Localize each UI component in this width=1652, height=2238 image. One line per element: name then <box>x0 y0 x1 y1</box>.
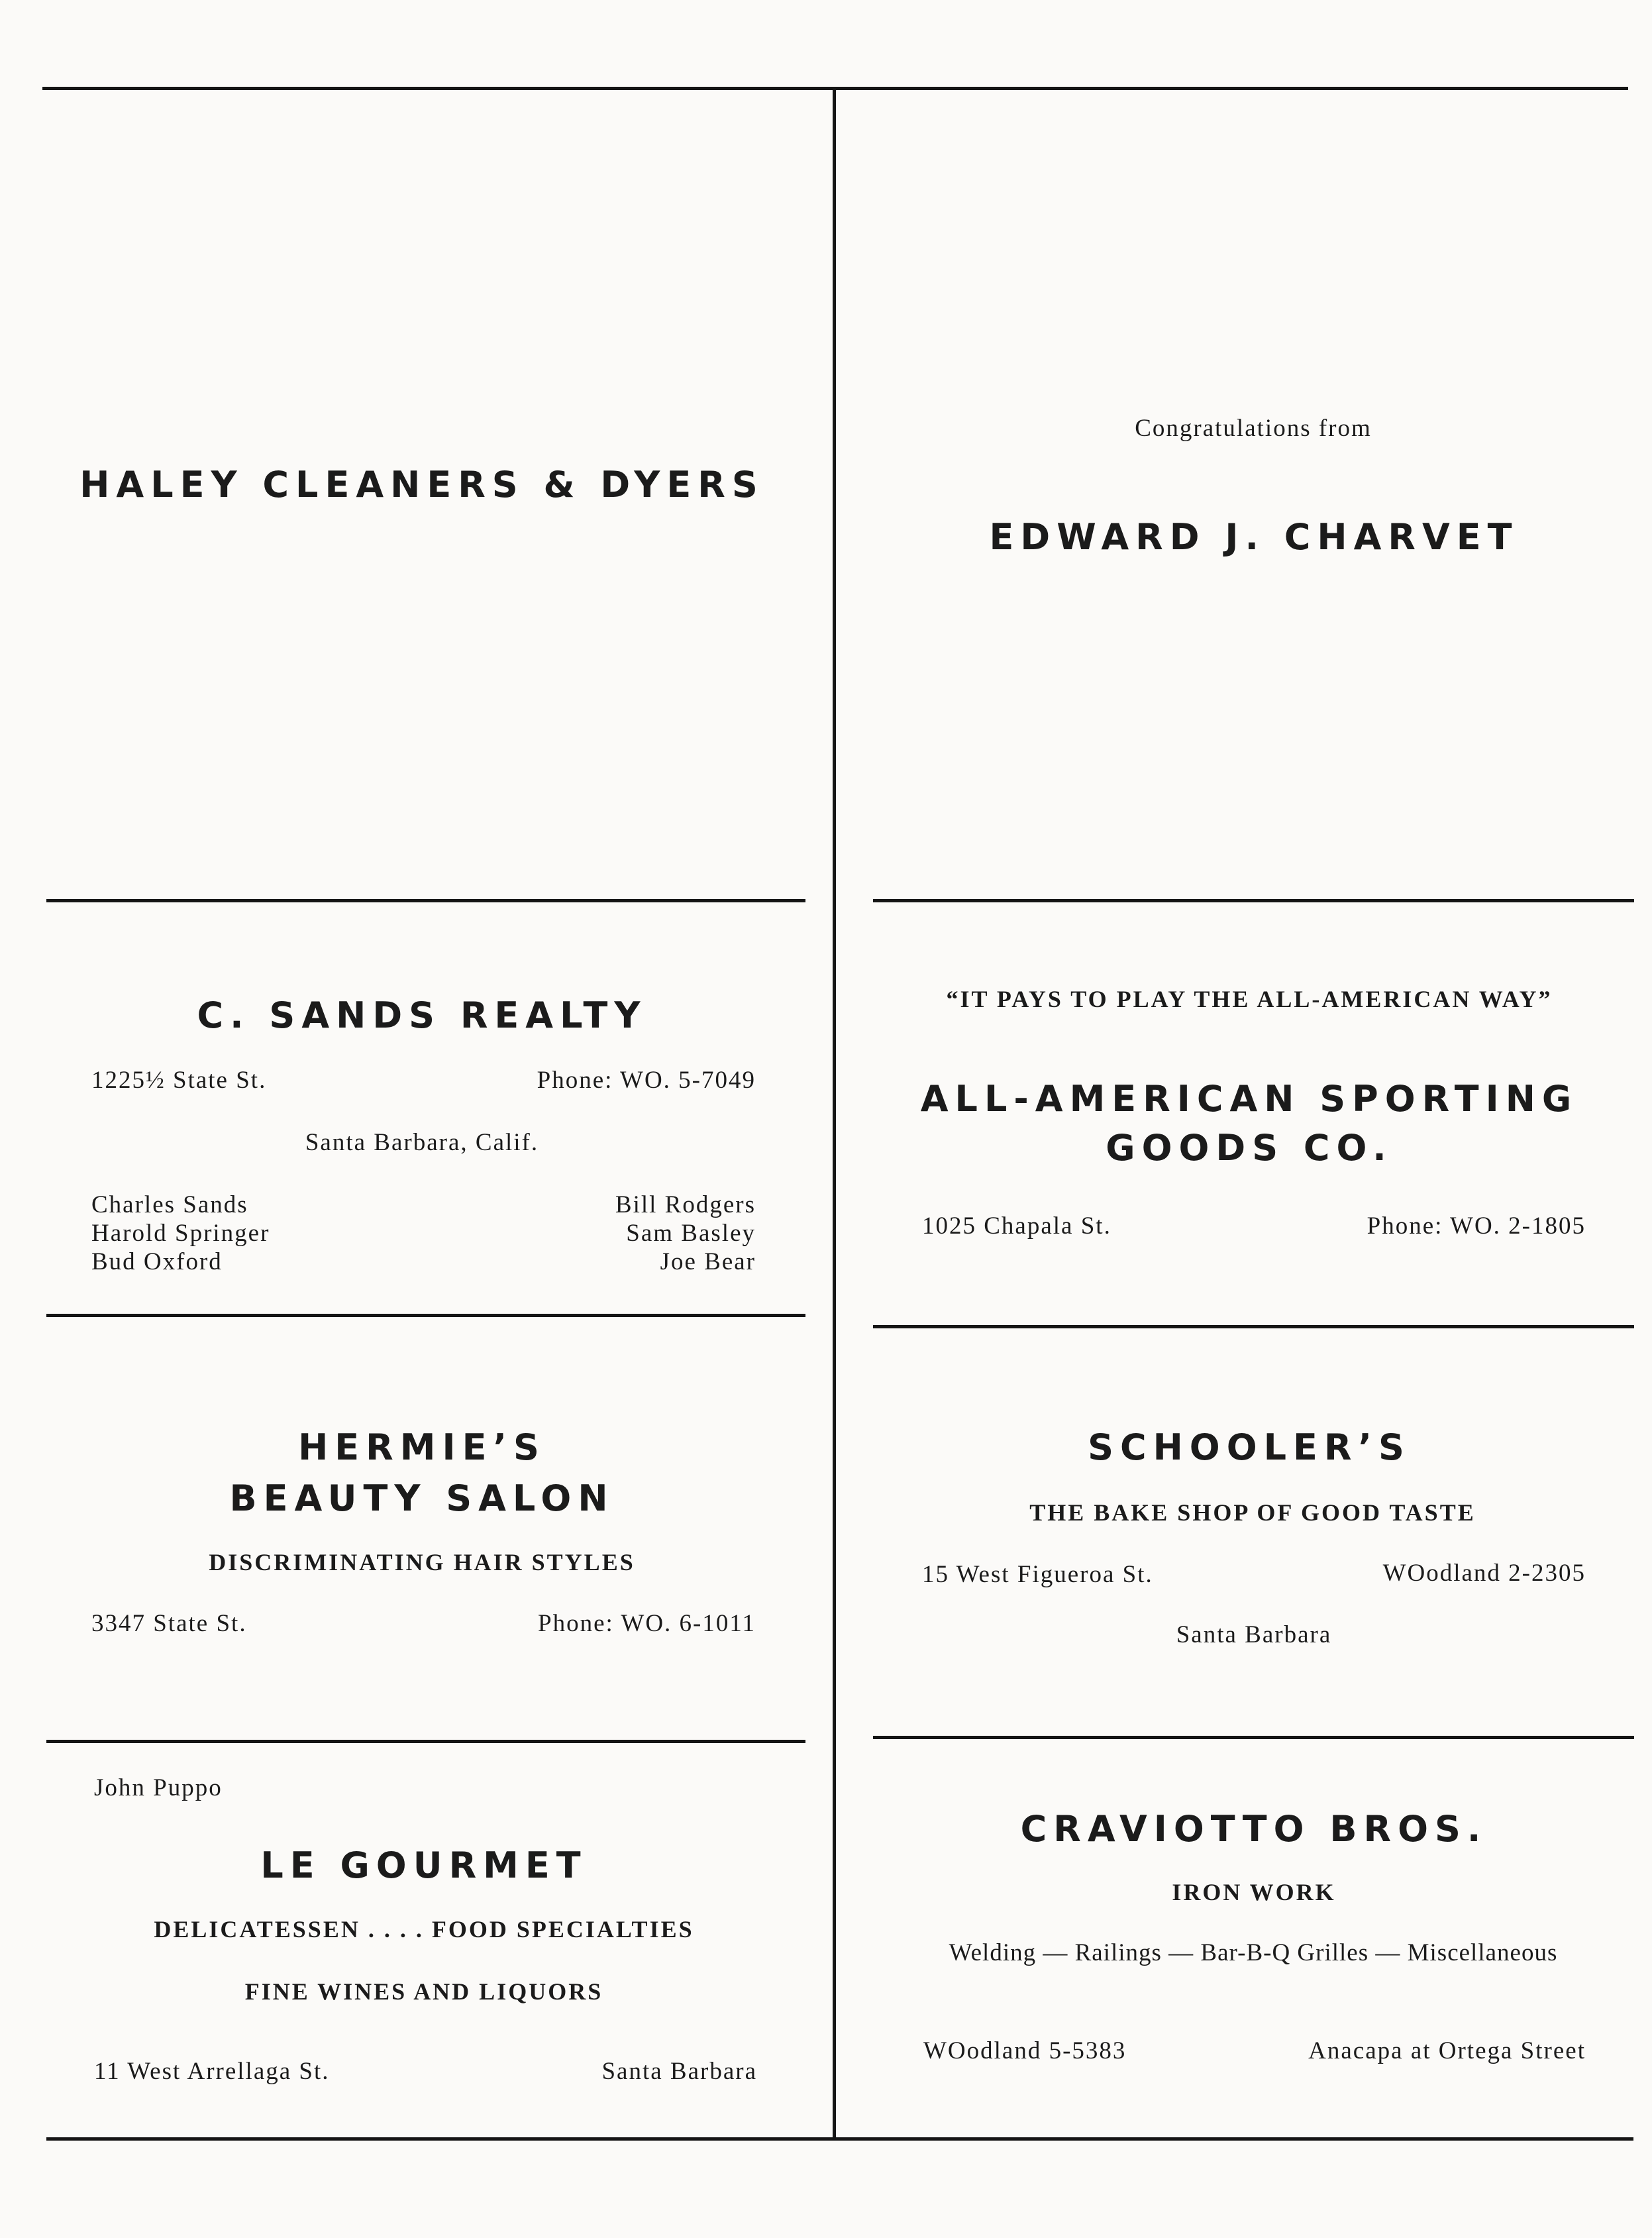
bottom-rule <box>46 2137 1633 2141</box>
ad-greeting: Congratulations from <box>1135 415 1372 442</box>
staff-name: Harold Springer <box>91 1220 270 1247</box>
ad-name: C. SANDS REALTY <box>197 994 647 1036</box>
ad-name-line-1: HERMIE’S <box>298 1426 546 1468</box>
ad-phone: WOodland 5-5383 <box>923 2037 1127 2064</box>
ad-phone: Phone: WO. 2-1805 <box>1367 1212 1586 1240</box>
ad-tagline: IRON WORK <box>1172 1879 1336 1905</box>
right-rule-3 <box>873 1736 1634 1739</box>
left-rule-3 <box>46 1740 805 1743</box>
staff-name: Bud Oxford <box>91 1248 223 1275</box>
ad-phone: WOodland 2-2305 <box>1382 1560 1586 1587</box>
ad-slogan: “IT PAYS TO PLAY THE ALL-AMERICAN WAY” <box>946 986 1553 1012</box>
ad-services: Welding — Railings — Bar-B-Q Grilles — Miscellaneous <box>949 1939 1558 1966</box>
ad-name: LE GOURMET <box>260 1844 588 1886</box>
staff-name: Charles Sands <box>91 1191 248 1218</box>
ad-name-line-1: ALL-AMERICAN SPORTING <box>920 1078 1578 1120</box>
ad-tagline: THE BAKE SHOP OF GOOD TASTE <box>1029 1499 1476 1526</box>
ad-owner: John Puppo <box>94 1774 223 1801</box>
center-divider <box>833 87 836 2139</box>
ad-address: 3347 State St. <box>91 1610 247 1637</box>
ad-city: Santa Barbara <box>1176 1621 1332 1648</box>
ad-address: 1225½ State St. <box>91 1067 267 1094</box>
ad-tagline: DISCRIMINATING HAIR STYLES <box>209 1549 635 1575</box>
ad-city: Santa Barbara <box>601 2058 757 2085</box>
ad-name-line-2: GOODS CO. <box>1106 1127 1393 1169</box>
ad-address: 15 West Figueroa St. <box>922 1561 1153 1588</box>
ad-city: Santa Barbara, Calif. <box>305 1129 539 1156</box>
ad-address: 11 West Arrellaga St. <box>94 2058 330 2085</box>
left-rule-2 <box>46 1314 805 1317</box>
ad-phone: Phone: WO. 5-7049 <box>537 1067 756 1094</box>
ad-line-1: DELICATESSEN . . . . FOOD SPECIALTIES <box>154 1916 694 1943</box>
right-rule-1 <box>873 899 1634 902</box>
left-rule-1 <box>46 899 805 902</box>
staff-name: Sam Basley <box>626 1220 756 1247</box>
staff-name: Joe Bear <box>660 1248 756 1275</box>
ad-phone: Phone: WO. 6-1011 <box>538 1610 756 1637</box>
ad-line-2: FINE WINES AND LIQUORS <box>244 1978 603 2005</box>
ad-name: EDWARD J. CHARVET <box>989 516 1519 558</box>
staff-name: Bill Rodgers <box>615 1191 756 1218</box>
ad-address: Anacapa at Ortega Street <box>1308 2037 1586 2064</box>
ad-address: 1025 Chapala St. <box>922 1212 1111 1240</box>
ad-name-line-2: BEAUTY SALON <box>229 1477 615 1519</box>
ad-name: CRAVIOTTO BROS. <box>1020 1808 1488 1850</box>
right-rule-2 <box>873 1325 1634 1328</box>
ad-name: HALEY CLEANERS & DYERS <box>79 464 764 506</box>
ad-name: SCHOOLER’S <box>1088 1426 1411 1468</box>
